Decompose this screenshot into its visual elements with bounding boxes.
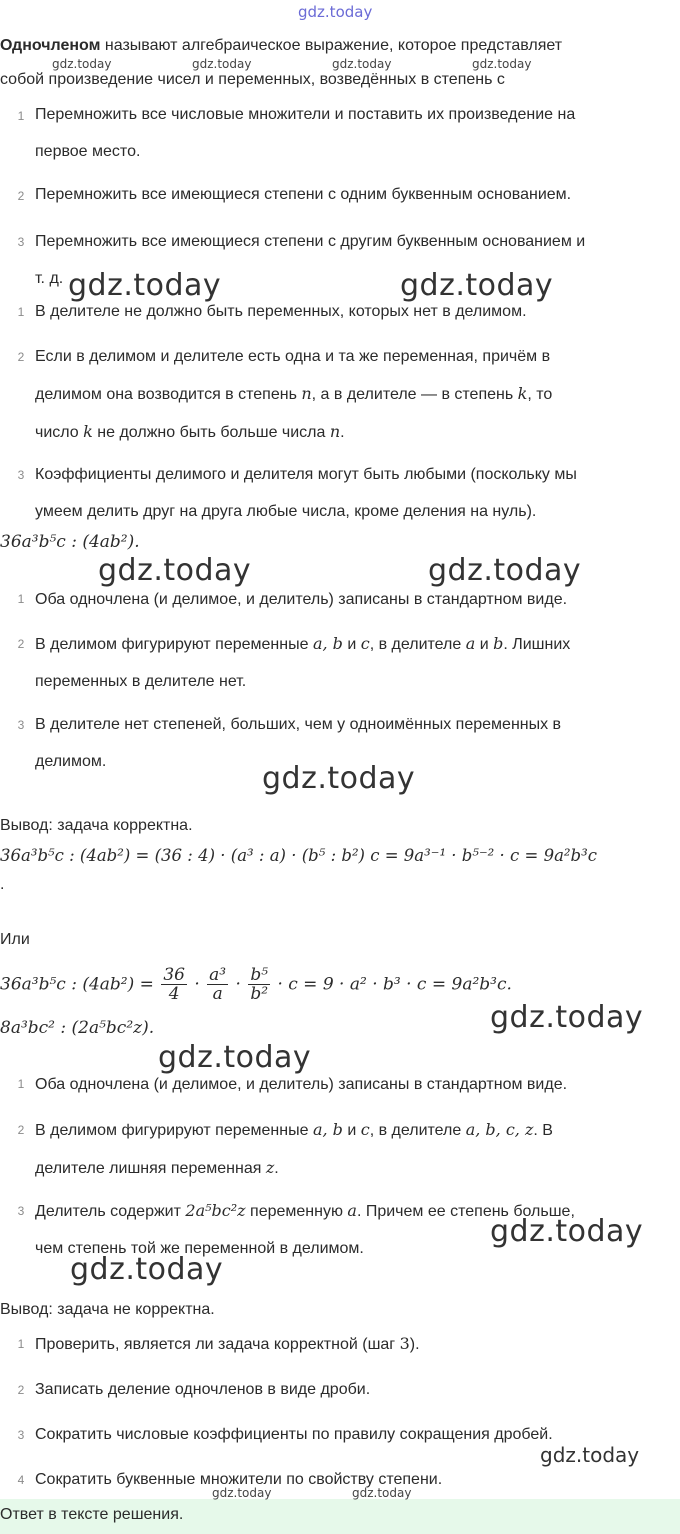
watermark-large: gdz.today: [490, 1000, 644, 1035]
watermark-large: gdz.today: [68, 268, 222, 303]
or-label: Или: [0, 931, 30, 948]
watermark-large: gdz.today: [490, 1214, 644, 1249]
conclusion-correct: Вывод: задача корректна.: [0, 817, 193, 834]
list-item: Записать деление одночленов в виде дроби.: [35, 1381, 371, 1398]
watermark-large: gdz.today: [262, 761, 416, 796]
list-item: Проверить, является ли задача корректной (шаг 3).: [35, 1334, 420, 1353]
list-item: Если в делимом и делителе есть одна и та же переменная, причём в делимом она возводится в степень n, а в делителе — в степень k, то число k не должно быть больше числа n.: [35, 348, 553, 441]
watermark-large: gdz.today: [428, 553, 582, 588]
list-number: 2: [17, 350, 25, 364]
term-monomial: Одночленом: [0, 37, 101, 54]
watermark-large: gdz.today: [400, 268, 554, 303]
watermark-large: gdz.today: [98, 553, 252, 588]
list-number: 3: [17, 235, 25, 249]
watermark-small: gdz.today: [192, 57, 252, 71]
list-item: В делителе нет степеней, больших, чем у одноимённых переменных в делимом.: [35, 716, 562, 770]
list-item: Сократить буквенные множители по свойству степени.: [35, 1471, 443, 1488]
watermark-small: gdz.today: [332, 57, 392, 71]
intro-line-1: [0, 35, 680, 57]
list-item: Перемножить все числовые множители и поставить их произведение на первое место.: [35, 106, 576, 160]
list-number: 2: [17, 637, 25, 651]
solution-formula-alt: 36a³b⁵c : (4ab²) = $\frac{36}{4}$ · $\frac{\text{a³}}{a}$ · $\frac{\text{b⁵}}{\text{b²}}$ · c = 9 · a² · b³ · c = 9a²b³c.: [0, 965, 512, 1004]
list-item: Коэффициенты делимого и делителя могут быть любыми (поскольку мы умеем делить друг на друга любые числа, кроме деления на нуль).: [35, 466, 577, 520]
watermark-small: gdz.today: [212, 1486, 272, 1500]
list-number: 3: [17, 1428, 25, 1442]
list-item: Оба одночлена (и делимое, и делитель) записаны в стандартном виде.: [35, 591, 568, 608]
list-item: Перемножить все имеющиеся степени с другим буквенным основанием и т. д.: [35, 233, 586, 287]
watermark-small: gdz.today: [352, 1486, 412, 1500]
watermark-small: gdz.today: [52, 57, 112, 71]
list-number: 1: [17, 592, 25, 606]
list-number: 2: [17, 1123, 25, 1137]
list-item: Сократить числовые коэффициенты по правилу сокращения дробей.: [35, 1426, 553, 1443]
watermark-small: gdz.today: [472, 57, 532, 71]
watermark-medium: gdz.today: [540, 1443, 640, 1467]
answer-bar: [0, 1499, 680, 1534]
list-number: 3: [17, 468, 25, 482]
list-item: Оба одночлена (и делимое, и делитель) записаны в стандартном виде.: [35, 1076, 568, 1093]
intro-line-2: собой произведение чисел и переменных, возведённых в степень с: [0, 71, 505, 88]
list-item: Делитель содержит 2a⁵bc²z переменную a. Причем ее степень больше, чем степень той же переменной в делимом.: [35, 1201, 575, 1257]
answer-text: Ответ в тексте решения.: [0, 1506, 184, 1523]
example-expression: 8a³bc² : (2a⁵bc²z).: [0, 1018, 155, 1038]
conclusion-incorrect: Вывод: задача не корректна.: [0, 1301, 215, 1318]
list-number: 4: [17, 1473, 25, 1487]
list-number: 1: [17, 109, 25, 123]
list-number: 2: [17, 189, 25, 203]
solution-formula: 36a³b⁵c : (4ab²) = (36 : 4) · (a³ : a) · (b⁵ : b²) c = 9a³⁻¹ · b⁵⁻² · c = 9a²b³c: [0, 846, 597, 865]
formula-dot: .: [0, 876, 5, 893]
list-item: В делимом фигурируют переменные a, b и c, в делителе a, b, c, z. В делителе лишняя переменная z.: [35, 1120, 553, 1177]
list-number: 1: [17, 1077, 25, 1091]
watermark-large: gdz.today: [70, 1252, 224, 1287]
intro-text: называют алгебраическое выражение, которое представляет: [100, 37, 563, 54]
list-item: Перемножить все имеющиеся степени с одним буквенным основанием.: [35, 186, 572, 203]
watermark-large: gdz.today: [158, 1040, 312, 1075]
list-number: 3: [17, 1204, 25, 1218]
watermark-top: gdz.today: [298, 3, 373, 21]
example-expression: 36a³b⁵c : (4ab²).: [0, 532, 140, 552]
list-number: 3: [17, 718, 25, 732]
list-number: 1: [17, 1337, 25, 1351]
list-number: 1: [17, 305, 25, 319]
list-number: 2: [17, 1383, 25, 1397]
list-item: В делителе не должно быть переменных, которых нет в делимом.: [35, 303, 527, 320]
list-item: В делимом фигурируют переменные a, b и c, в делителе a и b. Лишних переменных в делителе нет.: [35, 634, 571, 690]
